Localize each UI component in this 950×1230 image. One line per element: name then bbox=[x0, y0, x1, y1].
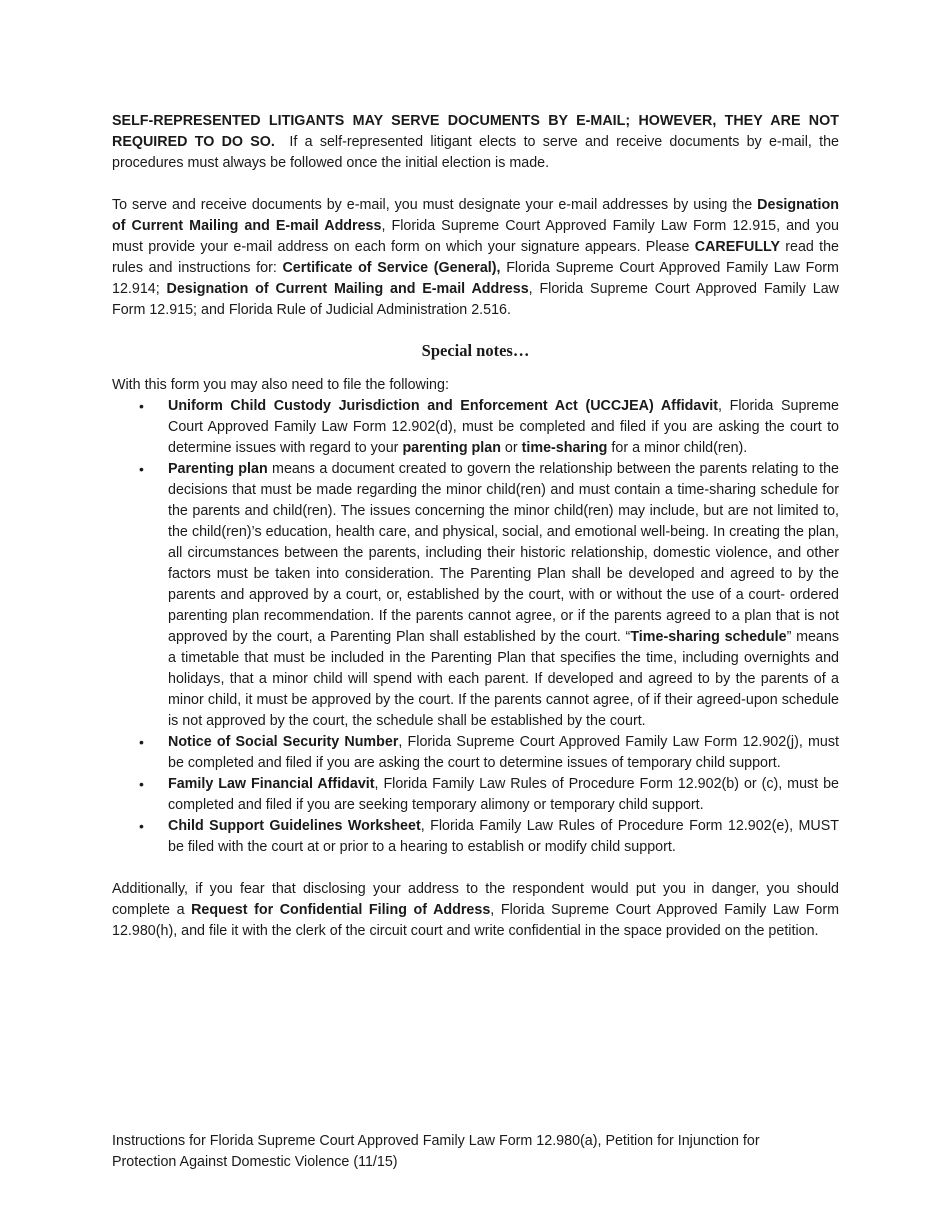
list-item-support-worksheet: • Child Support Guidelines Worksheet, Florida Family Law Rules of Procedure Form 12.902(e), MUST be filed with the court at or prior to a hearing to establish or modify child support. bbox=[139, 818, 839, 855]
list-item-parenting-plan: • Parenting plan means a document created to govern the relationship between the parents relating to the decisions that must be made regarding the minor child(ren) and must contain a time-sharing schedule for the parents and child(ren). The issues concerning the minor child(ren) may include, but are not limited to, the child(ren)’s education, health care, and physical, social, and emotional well-being. In creating the plan, all circumstances between the parents, including their historic relationship, domestic violence, and other factors must be taken into consideration. The Parenting Plan shall be developed and agreed to by the parents and approved by a court, or, established by the court, with or without the use of a court- ordered parenting plan recommendation. If the parents cannot agree, or if the parents agreed to a plan that is not approved by the court, a Parenting Plan shall established by the court. “Time-sharing schedule” means a timetable that must be included in the Parenting Plan that specifies the time, including overnights and holidays, that a minor child will spend with each parent. If developed and agreed to by the parents of a minor child, it must be approved by the court. If the parents cannot agree, of if their agreed-upon schedule is not approved by the court, the schedule shall be established by the court. bbox=[139, 461, 839, 729]
special-notes-intro: With this form you may also need to file the following: bbox=[112, 377, 449, 393]
list-item-uccjea: • Uniform Child Custody Jurisdiction and Enforcement Act (UCCJEA) Affidavit, Florida Supreme Court Approved Family Law Form 12.902(d), must be completed and filed if you are asking the court to determine issues with regard to your parenting plan or time-sharing for a minor child(ren). bbox=[139, 398, 839, 456]
list-item-financial-affidavit: • Family Law Financial Affidavit, Florida Family Law Rules of Procedure Form 12.902(b) or (c), must be completed and filed if you are seeking temporary alimony or temporary child support. bbox=[139, 776, 839, 813]
list-item-ssn: • Notice of Social Security Number, Florida Supreme Court Approved Family Law Form 12.902(j), must be completed and filed if you are asking the court to determine issues of temporary child support. bbox=[139, 734, 839, 771]
bullet-icon: • bbox=[139, 734, 144, 750]
bullet-icon: • bbox=[139, 776, 144, 792]
bullet-icon: • bbox=[139, 818, 144, 834]
special-notes-heading: Special notes… bbox=[421, 341, 530, 360]
document-body bbox=[112, 111, 839, 942]
footer-line-1: Instructions for Florida Supreme Court Approved Family Law Form 12.980(a), Petition for Injunction for bbox=[112, 1133, 760, 1149]
email-service-paragraph: SELF-REPRESENTED LITIGANTS MAY SERVE DOCUMENTS BY E-MAIL; HOWEVER, THEY ARE NOT REQUIRED TO DO SO. If a self-represented litigant elects to serve and receive documents by e-mail, the procedures must always be followed once the initial election is made. bbox=[112, 113, 839, 171]
special-notes-list bbox=[112, 396, 839, 858]
footer-line-2: Protection Against Domestic Violence (11/15) bbox=[112, 1154, 398, 1170]
confidential-address-paragraph: Additionally, if you fear that disclosing your address to the respondent would put you in danger, you should complete a Request for Confidential Filing of Address, Florida Supreme Court Approved Family Law Form 12.980(h), and file it with the clerk of the circuit court and write confidential in the space provided on the petition. bbox=[112, 881, 839, 939]
email-designation-paragraph: To serve and receive documents by e-mail, you must designate your e-mail addresses by using the Designation of Current Mailing and E-mail Address, Florida Supreme Court Approved Family Law Form 12.915, and you must provide your e-mail address on each form on which your signature appears. Please CAREFULLY read the rules and instructions for: Certificate of Service (General), Florida Supreme Court Approved Family Law Form 12.914; Designation of Current Mailing and E-mail Address, Florida Supreme Court Approved Family Law Form 12.915; and Florida Rule of Judicial Administration 2.516. bbox=[112, 197, 839, 318]
bullet-icon: • bbox=[139, 398, 144, 414]
bullet-icon: • bbox=[139, 461, 144, 477]
page-footer bbox=[112, 1131, 839, 1173]
email-service-notice: SELF-REPRESENTED LITIGANTS MAY SERVE DOCUMENTS BY E-MAIL; HOWEVER, THEY ARE NOT REQUIRED TO DO SO. bbox=[112, 113, 839, 150]
